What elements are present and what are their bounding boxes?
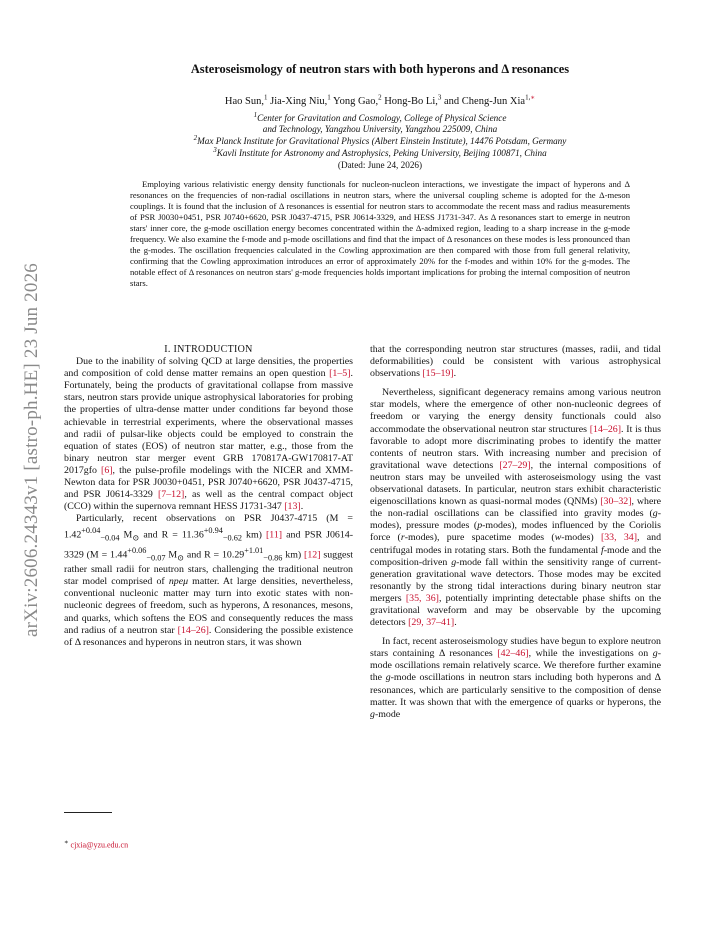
author: Yong Gao,$^2$ <box>333 93 382 107</box>
intro-paragraph-continued: that the corresponding neutron star structures (masses, radii, and tidal deformabilities) could be consistent with various astrophysical observations [15–19]. <box>370 344 661 380</box>
citation-link[interactable]: [30–32] <box>600 496 632 508</box>
footnote: ∗ cjxia@yzu.edu.cn <box>64 839 129 850</box>
citation-link[interactable]: [15–19] <box>422 368 454 380</box>
citation-link[interactable]: [29, 37–41] <box>408 617 455 629</box>
intro-paragraph-2: Particularly, recent observations on PSR J0437-4715 ($M = 1.42^{+0.04}_{-0.04}$ $M_⊙$ and $R = 11.36^{+0.94}_{-0.62}$ km) [11] and PSR J0614-3329 ($M = 1.44^{+0.06}_{-0.07}$ $M_⊙$ and $R = 10.29^{+1.01}_{-0.86}$ km) [12] suggest rather small radii for neutron stars, challenging the traditional neutron star model comprised of npeμ matter. At large densities, nevertheless, conventional nucleonic matter may turn into exotic states with non-nucleonic degrees of freedom, such as hyperons, Δ resonances, mesons, and quarks, which softens the EOS and consequently reduces the mass and radius of a neutron star [14–26]. Considering the possible existence of Δ resonances and hyperons in neutron stars, it was shown <box>64 513 354 648</box>
author: and Cheng-Jun Xia$^{1,∗}$ <box>444 93 536 107</box>
intro-paragraph-4: In fact, recent asteroseismology studies have begun to explore neutron stars containing Δ resonances [42–46], while the investigations on g-mode oscillations remain relatively scarce. We therefore further examine the g-mode oscillations in neutron stars including both hyperons and Δ resonances, which are particularly sensitive to the composition of dense matter. It was shown that with the emergence of quarks or hyperons, the g-mode <box>370 636 661 720</box>
section-heading: I. INTRODUCTION <box>164 344 253 355</box>
date-line: (Dated: June 24, 2026) <box>337 160 423 170</box>
arxiv-stamp-text: arXiv:2606.24343v1 [astro-ph.HE] 23 Jun 2026 <box>21 263 42 637</box>
left-column <box>64 344 353 649</box>
citation-link[interactable]: [35, 36] <box>405 592 439 604</box>
intro-paragraph-3: Nevertheless, significant degeneracy remains among various neutron star models, where the emergence of other non-nucleonic degrees of freedom or varying the energy density functionals could also accommodate the observational neutron star structures [14–26]. It is thus favorable to adopt more discriminating probes to identify the matter contents of neutron stars. With increasing number and precision of gravitational wave detections [27–29], the internal compositions of neutron stars may be unveiled with asteroseismology using the vast observational datasets. In particular, neutron stars exhibit characteristic eigenoscillations known as quasi-normal modes (QNMs) [30–32], where the non-radial oscillations can be classified into gravity modes (g-modes), pressure modes (p-modes), modes influenced by the Coriolis force (r-modes), pure spacetime modes (w-modes) [33, 34], and centrifugal modes in rotating stars. Both the fundamental f-mode and the composition-driven g-mode fall within the sensitivity range of current-generation gravitational wave detectors. Those modes may be excited resonantly by the strong tidal interactions during binary neutron star mergers [35, 36], potentially imprinting detectable phase shifts on the gravitational waveform and may be observable by the upcoming detectors [29, 37–41]. <box>370 387 662 629</box>
author: Jia-Xing Niu,$^1$ <box>270 93 331 107</box>
citation-link[interactable]: [13] <box>284 501 301 513</box>
citation-link[interactable]: [1–5] <box>329 368 351 380</box>
arxiv-identifier-stamp <box>12 230 52 670</box>
author: Hao Sun,$^1$ <box>224 93 268 107</box>
abstract: Employing various relativistic energy density functionals for nucleon-nucleon interactions, we investigate the impact of hyperons and Δ resonances on the frequencies of non-radial oscillations in neutron stars, where the universal coupling scheme is adopted for the Δ-meson couplings. It is found that the inclusion of Δ resonances is essential for neutron stars to accommodate the recent mass and radius measurements of PSR J0030+0451, PSR J0740+6620, PSR J0437-4715, PSR J0614-3329, and HESS J1731-347. As Δ resonances start to emerge in neutron stars' inner core, the g-mode oscillation energy becomes concentrated within the Δ-admixed region, leading to a sharp increase in the g-mode frequency. We also examine the f-mode and p-mode oscillations and find that the impact of Δ resonances on these modes is less pronounced than the g-modes. The oscillation frequencies calculated in the Cowling approximation are then compared with those from full general relativity, confirming that the Cowling approximation introduces an error of approximately 20% for the f-modes and within 10% for the g-modes. The notable effect of Δ resonances on neutron stars' g-mode frequencies holds important implications for probing the internal composition of neutron stars. <box>130 179 630 288</box>
citation-link[interactable]: [14–26] <box>177 624 209 636</box>
citation-link[interactable]: [11] <box>266 529 283 541</box>
intro-paragraph-1: Due to the inability of solving QCD at large densities, the properties and composition of cold dense matter remains an open question [1–5]. Fortunately, being the products of gravitational collapse from massive stars, neutron stars provide unique astrophysical laboratories for probing the properties of ultra-dense matter under conditions far beyond those achievable in terrestrial experiments, where the observational masses and radii of pulsar-like objects could be employed to constrain the equation of states (EOS) of neutron star matter, e.g., those from the binary neutron star merger event GRB 170817A-GW170817-AT 2017gfo [6], the pulse-profile modelings with the NICER and XMM-Newton data for PSR J0030+0451, PSR J0740+6620, PSR J0437-4715, and PSR J0614-3329 [7–12], as well as the central compact object (CCO) within the supernova remnant HESS J1731-347 [13]. <box>64 356 353 513</box>
citation-link[interactable]: [6] <box>101 464 113 476</box>
citation-link[interactable]: [7–12] <box>158 489 185 501</box>
author-list <box>90 93 670 107</box>
author: Hong-Bo Li,$^3$ <box>384 93 442 107</box>
affiliation-3: $^3$Kavli Institute for Astronomy and Astrophysics, Peking University, Beijing 100871, China <box>213 146 547 159</box>
corresponding-author-link[interactable]: ∗ <box>530 93 536 101</box>
affiliation-1: $^1$Center for Gravitation and Cosmology, College of Physical Science and Technology, Yangzhou University, Yangzhou 225009, China <box>253 111 507 135</box>
affiliation-2: $^2$Max Planck Institute for Gravitational Physics (Albert Einstein Institute), 14476 Potsdam, Germany <box>193 134 567 147</box>
right-column <box>370 344 661 721</box>
footnote-divider <box>64 812 112 813</box>
citation-link[interactable]: [14–26] <box>589 423 622 435</box>
citation-link[interactable]: [12] <box>304 549 321 561</box>
citation-link[interactable]: [33, 34] <box>600 532 638 544</box>
citation-link[interactable]: [42–46] <box>497 648 529 660</box>
citation-link[interactable]: [27–29] <box>499 459 531 471</box>
paper-title: Asteroseismology of neutron stars with both hyperons and Δ resonances <box>190 62 570 76</box>
email-link[interactable]: cjxia@yzu.edu.cn <box>70 840 129 850</box>
